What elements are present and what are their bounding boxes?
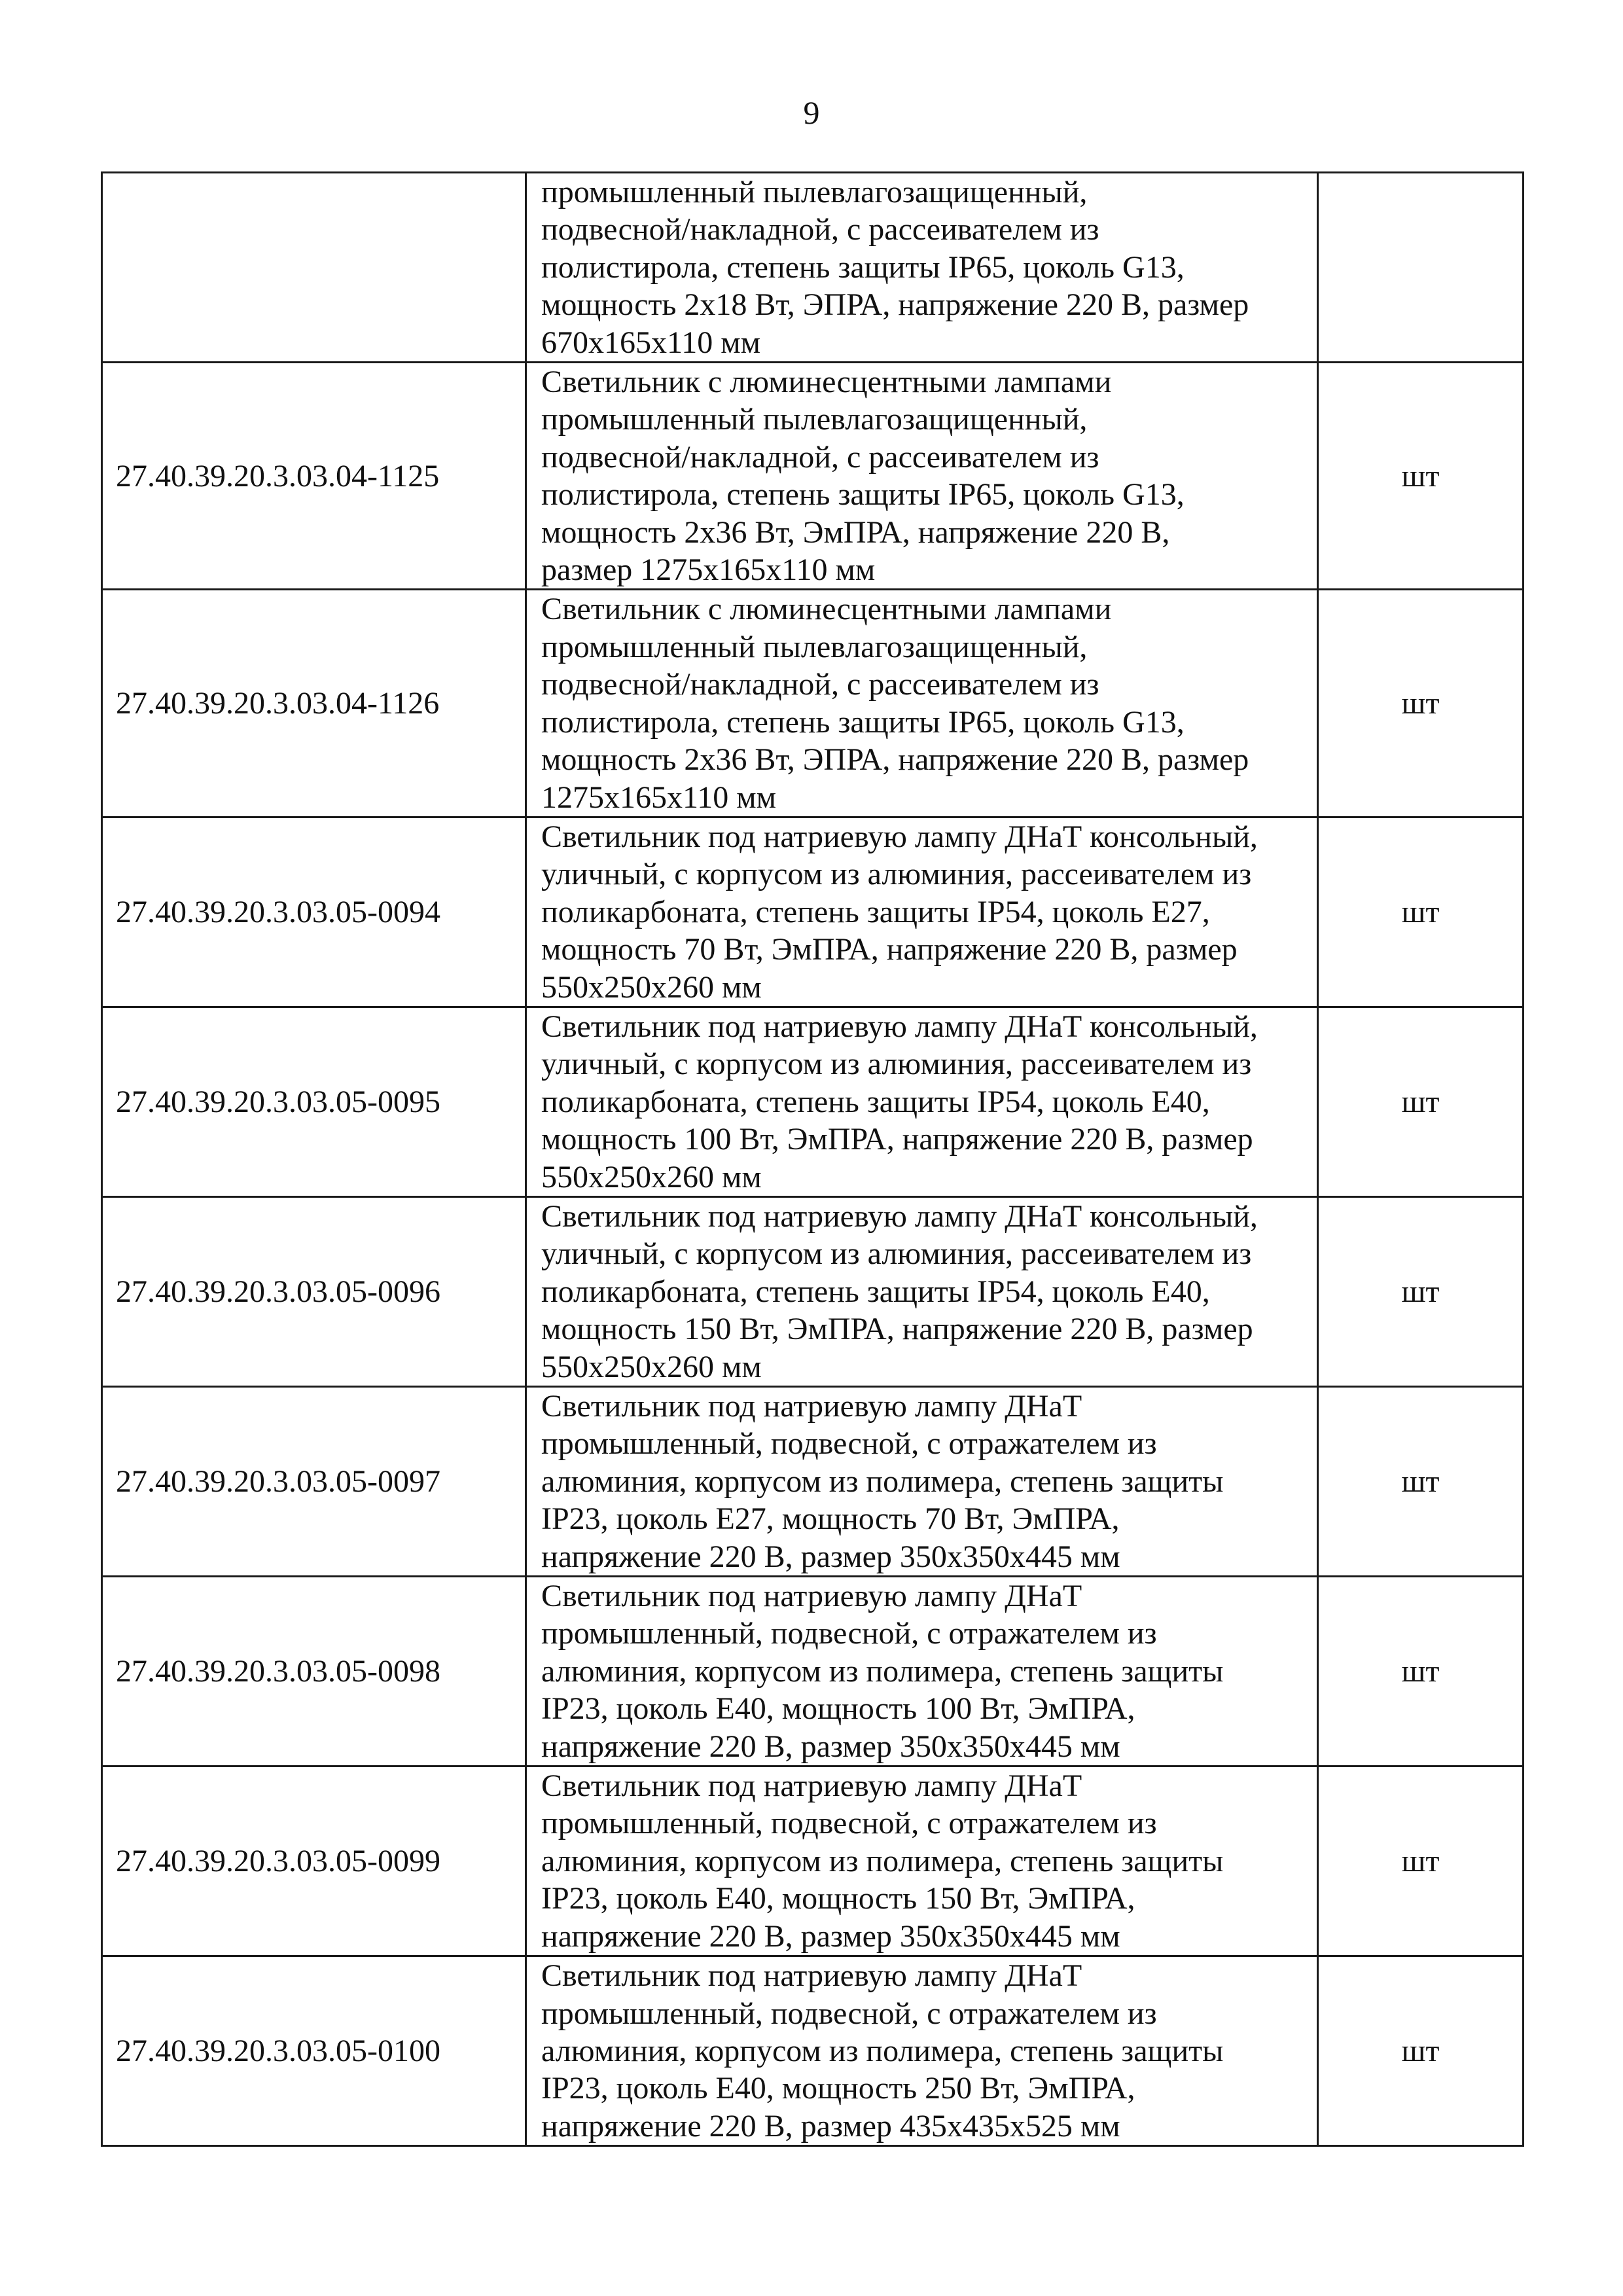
item-code: 27.40.39.20.3.03.05-0097 <box>102 1387 526 1577</box>
item-unit: шт <box>1318 363 1524 590</box>
table-row <box>102 1767 1524 1956</box>
item-description: промышленный пылевлагозащищенный, подвесной/накладной, с рассеивателем из полистирола, степень защиты IP65, цоколь G13, мощность 2х18 Вт, ЭПРА, напряжение 220 В, размер 670х165х110 мм <box>526 173 1318 363</box>
item-unit <box>1318 173 1524 363</box>
table-row <box>102 1577 1524 1767</box>
item-code <box>102 173 526 363</box>
table-row <box>102 1196 1524 1386</box>
item-code: 27.40.39.20.3.03.05-0099 <box>102 1767 526 1956</box>
item-description: Светильник с люминесцентными лампами промышленный пылевлагозащищенный, подвесной/накладной, с рассеивателем из полистирола, степень защиты IP65, цоколь G13, мощность 2х36 Вт, ЭмПРА, напряжение 220 В, размер 1275х165х110 мм <box>526 363 1318 590</box>
item-description: Светильник под натриевую лампу ДНаТ консольный, уличный, с корпусом из алюминия, рассеивателем из поликарбоната, степень защиты IP54, цоколь E40, мощность 150 Вт, ЭмПРА, напряжение 220 В, размер 550х250х260 мм <box>526 1196 1318 1386</box>
item-code: 27.40.39.20.3.03.05-0094 <box>102 817 526 1007</box>
item-description: Светильник под натриевую лампу ДНаТ промышленный, подвесной, с отражателем из алюминия, корпусом из полимера, степень защиты IP23, цоколь E40, мощность 250 Вт, ЭмПРА, напряжение 220 В, размер 435х435х525 мм <box>526 1956 1318 2146</box>
item-description: Светильник под натриевую лампу ДНаТ промышленный, подвесной, с отражателем из алюминия, корпусом из полимера, степень защиты IP23, цоколь E40, мощность 150 Вт, ЭмПРА, напряжение 220 В, размер 350х350х445 мм <box>526 1767 1318 1956</box>
table-row <box>102 1007 1524 1196</box>
item-code: 27.40.39.20.3.03.05-0095 <box>102 1007 526 1196</box>
table-row <box>102 590 1524 817</box>
item-unit: шт <box>1318 1956 1524 2146</box>
item-code: 27.40.39.20.3.03.05-0096 <box>102 1196 526 1386</box>
item-unit: шт <box>1318 1767 1524 1956</box>
item-description: Светильник под натриевую лампу ДНаТ промышленный, подвесной, с отражателем из алюминия, корпусом из полимера, степень защиты IP23, цоколь E27, мощность 70 Вт, ЭмПРА, напряжение 220 В, размер 350х350х445 мм <box>526 1387 1318 1577</box>
item-code: 27.40.39.20.3.03.04-1126 <box>102 590 526 817</box>
item-description: Светильник под натриевую лампу ДНаТ промышленный, подвесной, с отражателем из алюминия, корпусом из полимера, степень защиты IP23, цоколь E40, мощность 100 Вт, ЭмПРА, напряжение 220 В, размер 350х350х445 мм <box>526 1577 1318 1767</box>
item-code: 27.40.39.20.3.03.04-1125 <box>102 363 526 590</box>
table-row <box>102 1956 1524 2146</box>
item-description: Светильник с люминесцентными лампами промышленный пылевлагозащищенный, подвесной/накладной, с рассеивателем из полистирола, степень защиты IP65, цоколь G13, мощность 2х36 Вт, ЭПРА, напряжение 220 В, размер 1275х165х110 мм <box>526 590 1318 817</box>
item-unit: шт <box>1318 1387 1524 1577</box>
page-number: 9 <box>803 94 820 131</box>
item-unit: шт <box>1318 1577 1524 1767</box>
item-unit: шт <box>1318 1196 1524 1386</box>
table-row <box>102 173 1524 363</box>
table-row <box>102 1387 1524 1577</box>
item-description: Светильник под натриевую лампу ДНаТ консольный, уличный, с корпусом из алюминия, рассеивателем из поликарбоната, степень защиты IP54, цоколь E40, мощность 100 Вт, ЭмПРА, напряжение 220 В, размер 550х250х260 мм <box>526 1007 1318 1196</box>
item-unit: шт <box>1318 817 1524 1007</box>
item-code: 27.40.39.20.3.03.05-0100 <box>102 1956 526 2146</box>
table-row <box>102 817 1524 1007</box>
table-row <box>102 363 1524 590</box>
item-description: Светильник под натриевую лампу ДНаТ консольный, уличный, с корпусом из алюминия, рассеивателем из поликарбоната, степень защиты IP54, цоколь E27, мощность 70 Вт, ЭмПРА, напряжение 220 В, размер 550х250х260 мм <box>526 817 1318 1007</box>
item-code: 27.40.39.20.3.03.05-0098 <box>102 1577 526 1767</box>
item-unit: шт <box>1318 590 1524 817</box>
items-table <box>101 171 1524 2147</box>
item-unit: шт <box>1318 1007 1524 1196</box>
